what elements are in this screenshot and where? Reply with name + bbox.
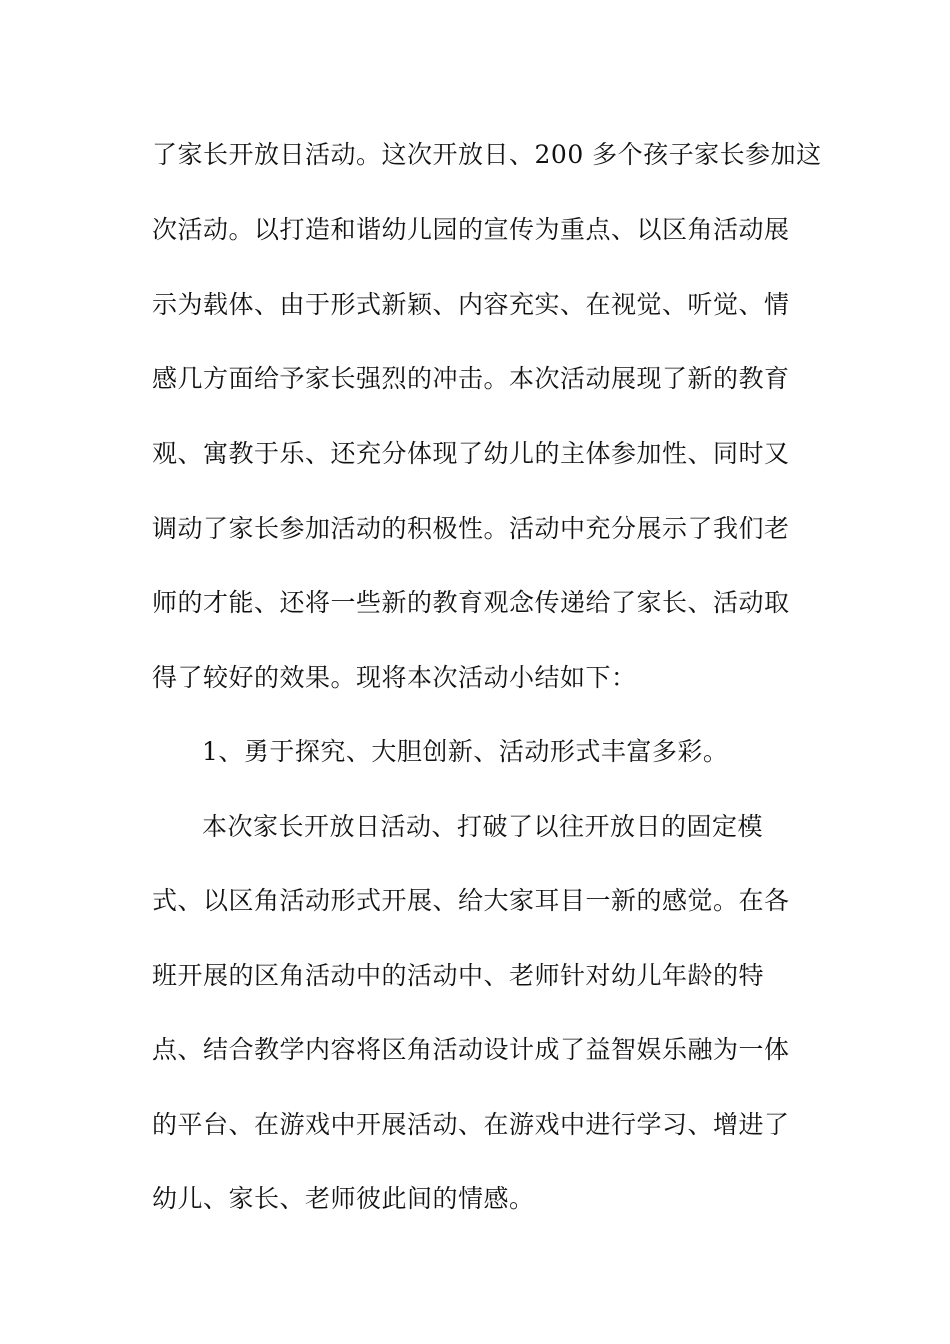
- paragraph-line: 本次家长开放日活动、打破了以往开放日的固定模: [202, 812, 764, 841]
- paragraph-line: 观、寓教于乐、还充分体现了幼儿的主体参加性、同时又: [152, 439, 790, 468]
- paragraph-line: 点、结合教学内容将区角活动设计成了益智娱乐融为一体: [152, 1035, 790, 1064]
- paragraph-line: 的平台、在游戏中开展活动、在游戏中进行学习、增进了: [152, 1110, 790, 1139]
- paragraph-line: 示为载体、由于形式新颖、内容充实、在视觉、听觉、情: [152, 290, 790, 319]
- paragraph-line: 得了较好的效果。现将本次活动小结如下：: [152, 663, 637, 692]
- paragraph-line: 调动了家长参加活动的积极性。活动中充分展示了我们老: [152, 514, 790, 543]
- paragraph-line: 次活动。以打造和谐幼儿园的宣传为重点、以区角活动展: [152, 215, 790, 244]
- paragraph-line: 班开展的区角活动中的活动中、老师针对幼儿年龄的特: [152, 961, 765, 990]
- paragraph-line: 感几方面给予家长强烈的冲击。本次活动展现了新的教育: [152, 364, 790, 393]
- paragraph-line: 了家长开放日活动。这次开放日、200 多个孩子家长参加这: [152, 140, 822, 169]
- paragraph-line: 幼儿、家长、老师彼此间的情感。: [152, 1184, 535, 1213]
- list-item-heading: 1、勇于探究、大胆创新、活动形式丰富多彩。: [202, 737, 729, 766]
- paragraph-line: 式、以区角活动形式开展、给大家耳目一新的感觉。在各: [152, 886, 790, 915]
- paragraph-line: 师的才能、还将一些新的教育观念传递给了家长、活动取: [152, 588, 790, 617]
